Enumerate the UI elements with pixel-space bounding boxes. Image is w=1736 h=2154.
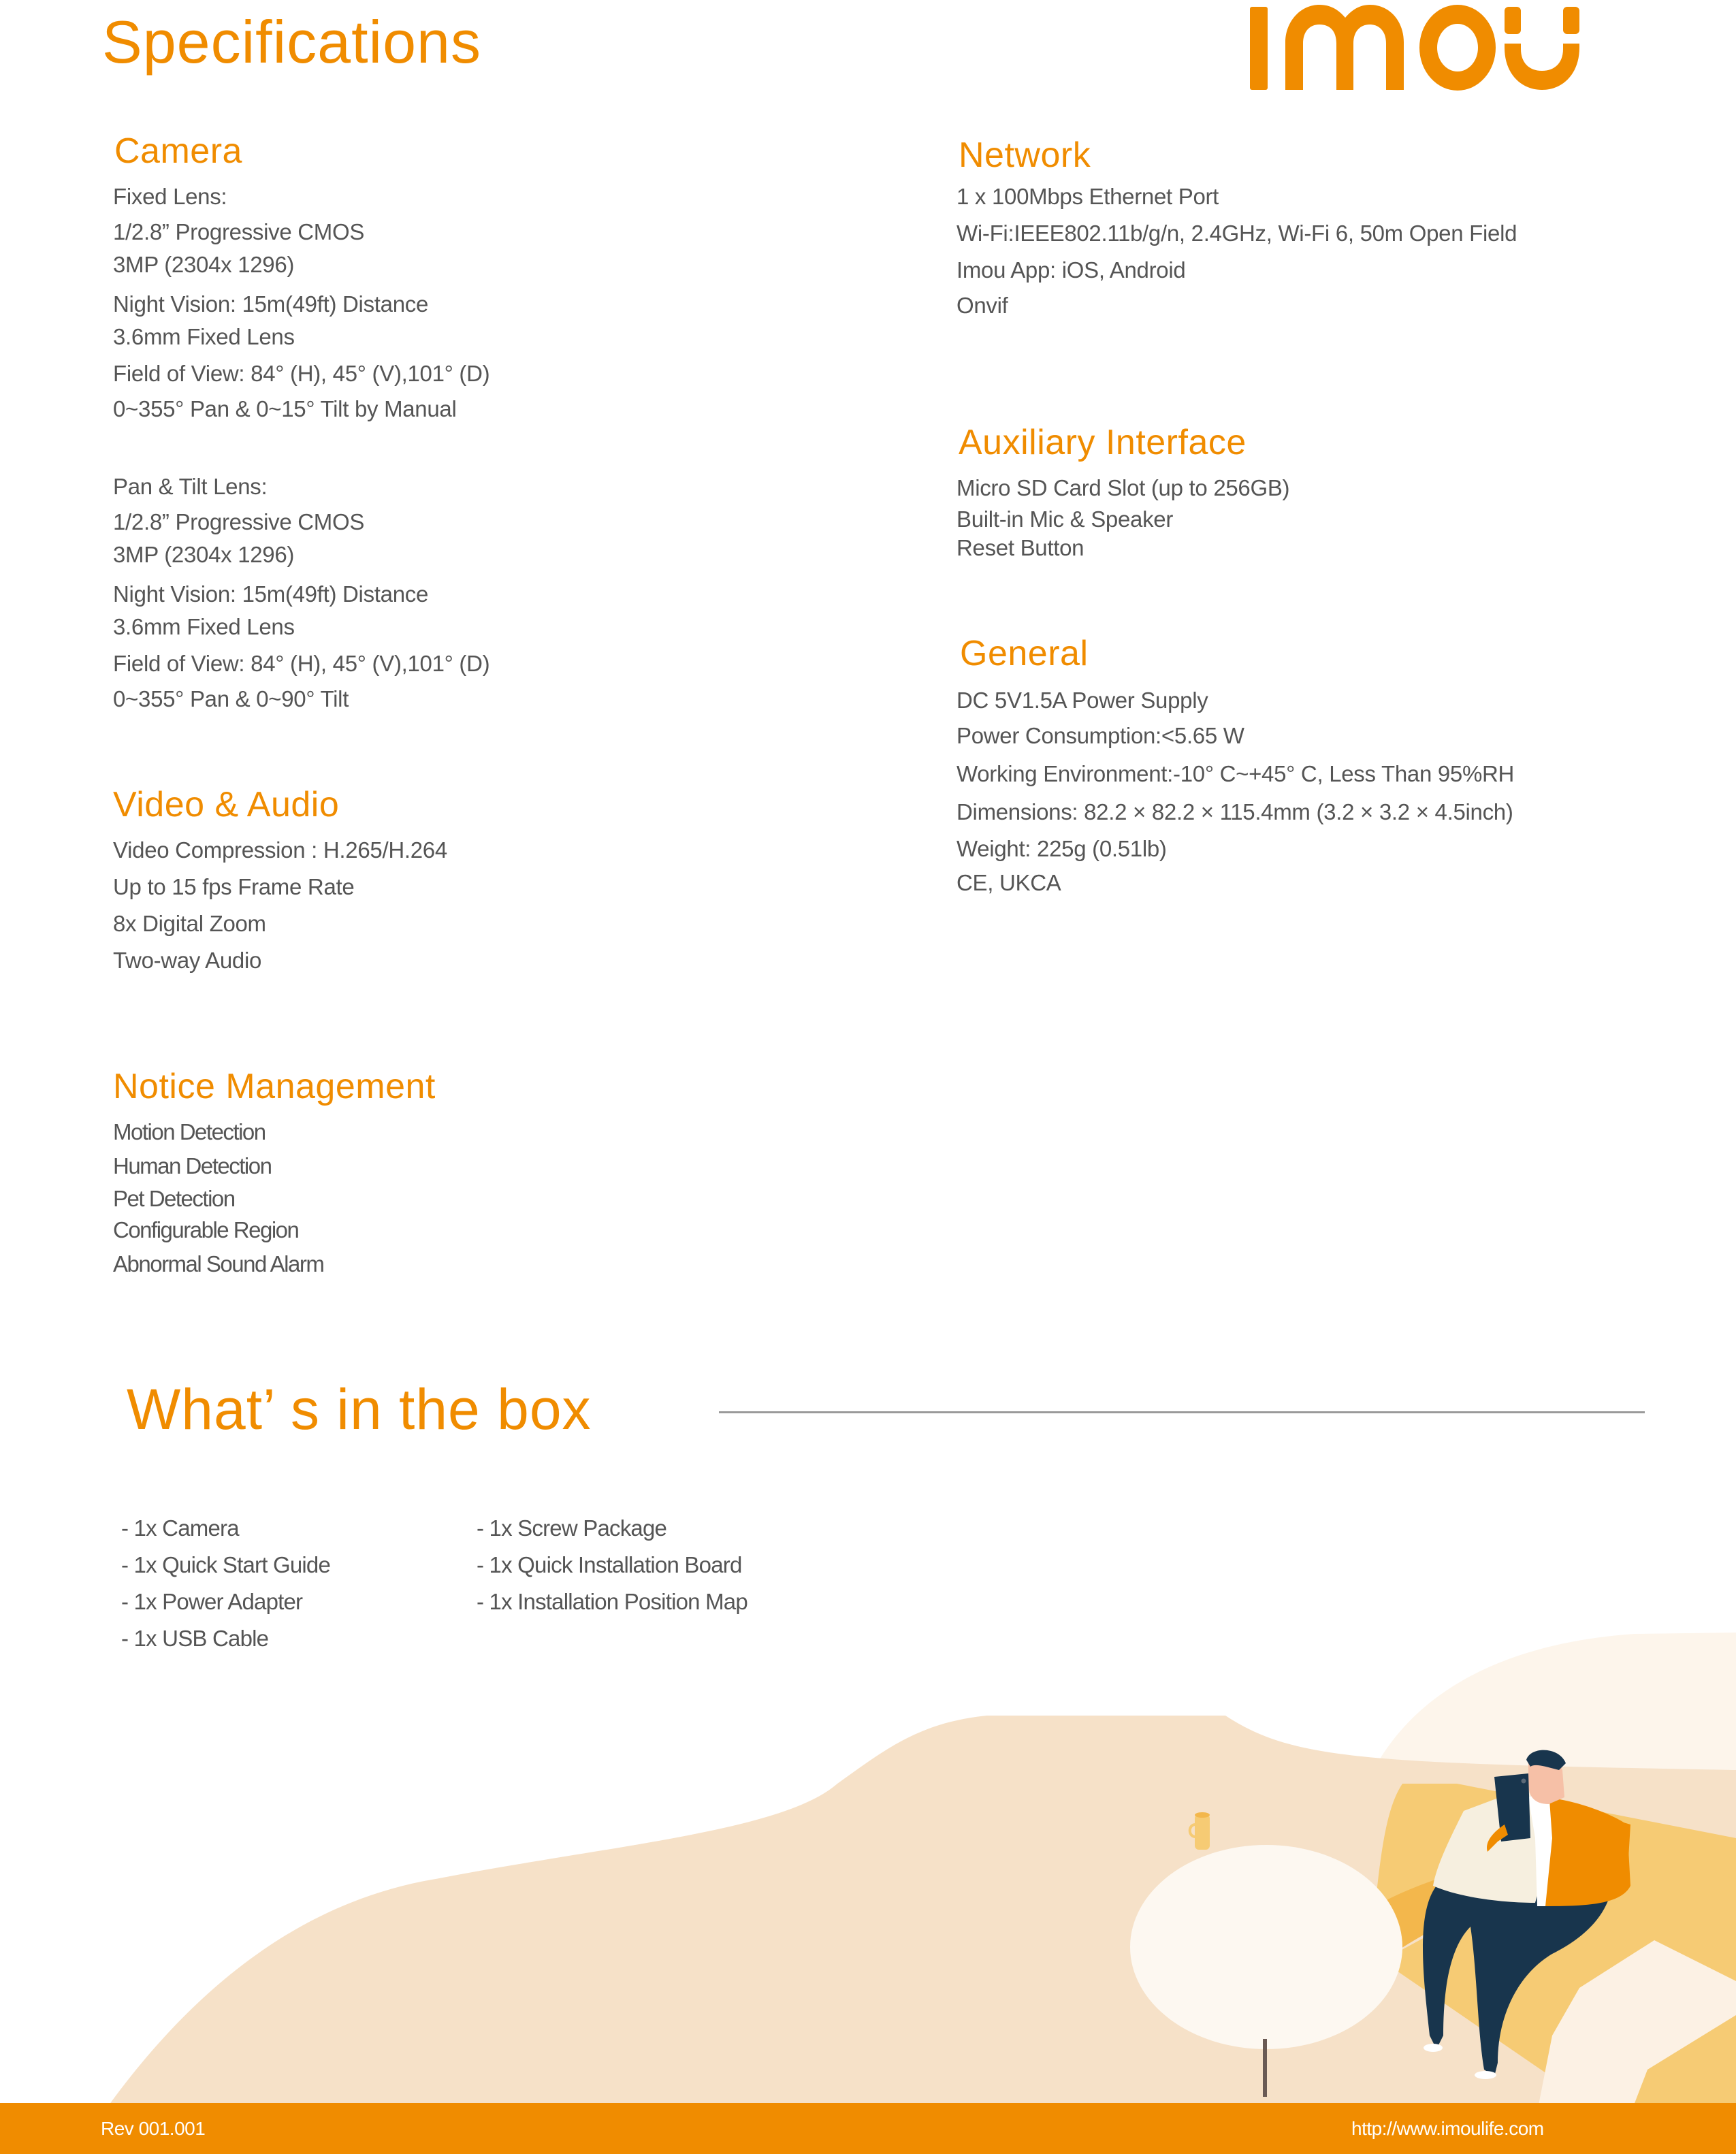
spec-line: 3.6mm Fixed Lens	[113, 614, 295, 639]
revision-label: Rev 001.001	[101, 2118, 206, 2139]
spec-line: Night Vision: 15m(49ft) Distance	[113, 581, 429, 607]
spec-line: Configurable Region	[113, 1217, 299, 1242]
spec-line: 1/2.8” Progressive CMOS	[113, 509, 365, 534]
spec-line: Field of View: 84° (H), 45° (V),101° (D)	[113, 361, 490, 386]
box-item: - 1x Screw Package	[477, 1515, 667, 1541]
box-item: - 1x Quick Start Guide	[121, 1552, 331, 1577]
section-title-camera: Camera	[114, 131, 242, 171]
box-item: - 1x Camera	[121, 1515, 239, 1541]
table-top-icon	[1130, 1845, 1402, 2049]
spec-line: Up to 15 fps Frame Rate	[113, 874, 355, 899]
spec-line: Imou App: iOS, Android	[957, 257, 1186, 283]
section-title-video-audio: Video & Audio	[113, 785, 340, 824]
spec-line: Human Detection	[113, 1153, 272, 1178]
website-link[interactable]: http://www.imoulife.com	[1351, 2118, 1544, 2139]
section-divider	[719, 1411, 1645, 1413]
spec-line: Pet Detection	[113, 1186, 235, 1211]
spec-line: 3.6mm Fixed Lens	[113, 324, 295, 349]
box-item: - 1x Quick Installation Board	[477, 1552, 742, 1577]
spec-line: Power Consumption:<5.65 W	[957, 723, 1244, 748]
spec-line: DC 5V1.5A Power Supply	[957, 688, 1208, 713]
section-title-notice-management: Notice Management	[113, 1067, 436, 1106]
spec-line: 8x Digital Zoom	[113, 911, 266, 936]
spec-line: Abnormal Sound Alarm	[113, 1251, 324, 1276]
spec-line: 0~355° Pan & 0~15° Tilt by Manual	[113, 396, 457, 421]
spec-line: Pan & Tilt Lens:	[113, 474, 268, 499]
spec-line: Video Compression : H.265/H.264	[113, 837, 447, 863]
spec-line: Night Vision: 15m(49ft) Distance	[113, 291, 429, 317]
section-title-auxiliary-interface: Auxiliary Interface	[959, 423, 1247, 462]
imou-logo-icon	[1229, 3, 1597, 91]
spec-line: Fixed Lens:	[113, 184, 227, 209]
spec-line: Working Environment:-10° C~+45° C, Less Than 95%RH	[957, 761, 1515, 786]
page-title: Specifications	[102, 8, 481, 76]
spec-line: Field of View: 84° (H), 45° (V),101° (D)	[113, 651, 490, 676]
mug-icon	[1195, 1814, 1210, 1850]
spec-line: Motion Detection	[113, 1119, 266, 1144]
spec-line: 3MP (2304x 1296)	[113, 542, 295, 567]
spec-line: Weight: 225g (0.51lb)	[957, 836, 1167, 861]
spec-line: Reset Button	[957, 535, 1084, 560]
box-item: - 1x Power Adapter	[121, 1589, 303, 1614]
spec-line: 0~355° Pan & 0~90° Tilt	[113, 686, 349, 711]
box-item: - 1x USB Cable	[121, 1626, 269, 1651]
section-title-general: General	[960, 634, 1089, 673]
spec-line: Wi-Fi:IEEE802.11b/g/n, 2.4GHz, Wi-Fi 6, 50m Open Field	[957, 221, 1517, 246]
spec-line: Onvif	[957, 293, 1008, 318]
spec-line: Two-way Audio	[113, 948, 262, 973]
section-title-network: Network	[959, 135, 1091, 175]
spec-line: 1/2.8” Progressive CMOS	[113, 219, 365, 244]
table-leg-icon	[1263, 2039, 1267, 2097]
spec-line: Micro SD Card Slot (up to 256GB)	[957, 475, 1290, 500]
spec-line: 3MP (2304x 1296)	[113, 252, 295, 277]
person-on-sofa-illustration	[0, 1620, 1736, 2105]
spec-line: 1 x 100Mbps Ethernet Port	[957, 184, 1219, 209]
section-title-whats-in-the-box: What’ s in the box	[127, 1377, 592, 1441]
spec-line: CE, UKCA	[957, 870, 1061, 895]
box-item: - 1x Installation Position Map	[477, 1589, 748, 1614]
spec-line: Dimensions: 82.2 × 82.2 × 115.4mm (3.2 × 3.2 × 4.5inch)	[957, 799, 1513, 824]
spec-line: Built-in Mic & Speaker	[957, 507, 1174, 532]
